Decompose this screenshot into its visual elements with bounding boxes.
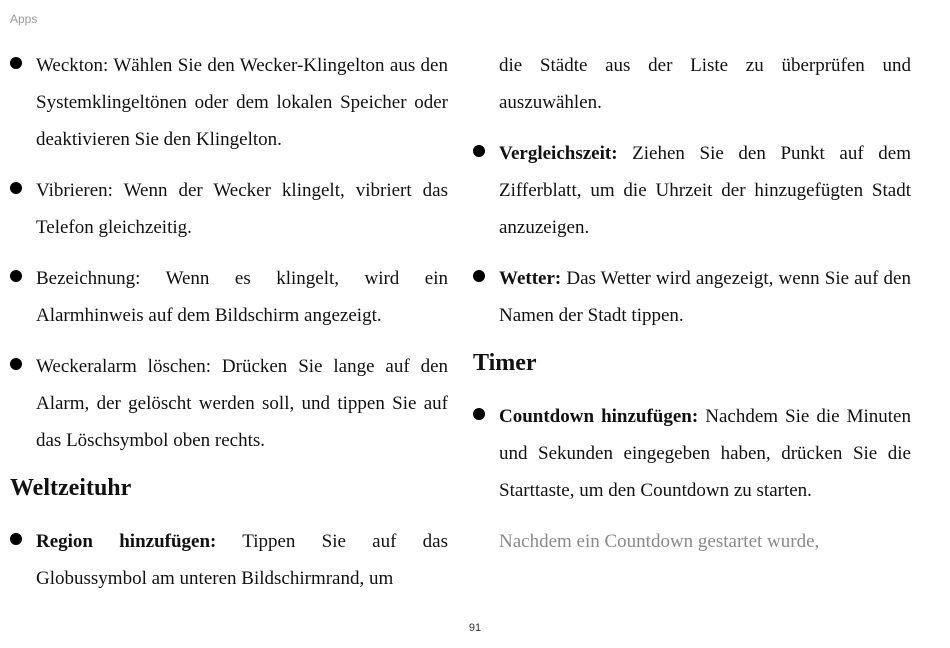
item-term: Countdown hinzufügen: bbox=[499, 406, 699, 427]
page-number: 91 bbox=[468, 622, 482, 634]
bullet-icon bbox=[10, 358, 22, 370]
item-text bbox=[36, 523, 448, 597]
bullet-icon bbox=[473, 270, 485, 282]
section-heading-timer: Timer bbox=[473, 350, 537, 376]
list-item bbox=[10, 47, 448, 158]
bullet-icon bbox=[10, 57, 22, 69]
item-term: Region hinzufügen: bbox=[36, 531, 217, 552]
left-column bbox=[10, 47, 448, 611]
item-description: Tippen Sie auf das Globussymbol am unteren Bildschirmrand, um bbox=[36, 531, 448, 589]
item-text bbox=[499, 135, 911, 246]
section-heading-weltzeituhr: Weltzeituhr bbox=[10, 475, 132, 501]
item-text: Vibrieren: Wenn der Wecker klingelt, vibriert das Telefon gleichzeitig. bbox=[36, 180, 448, 238]
list-item bbox=[10, 348, 448, 459]
bullet-icon bbox=[10, 182, 22, 194]
item-description: Das Wetter wird angezeigt, wenn Sie auf den Namen der Stadt tippen. bbox=[499, 268, 911, 326]
item-text: Weckeralarm löschen: Drücken Sie lange auf den Alarm, der gelöscht werden soll, und tippen Sie auf das Löschsymbol oben rechts. bbox=[36, 356, 448, 451]
list-item bbox=[10, 260, 448, 334]
item-term: Wetter: bbox=[499, 268, 562, 289]
bullet-icon bbox=[10, 270, 22, 282]
bullet-icon bbox=[473, 408, 485, 420]
item-text: Weckton: Wählen Sie den Wecker-Klingelton aus den Systemklingeltönen oder dem lokalen Speicher oder deaktivieren Sie den Klingelton. bbox=[36, 55, 448, 150]
faded-continuation-text: Nachdem ein Countdown gestartet wurde, bbox=[499, 531, 820, 552]
continued-text: die Städte aus der Liste zu überprüfen und auszuwählen. bbox=[499, 55, 911, 113]
list-item bbox=[473, 260, 911, 334]
list-item bbox=[473, 135, 911, 246]
list-item bbox=[10, 523, 448, 597]
item-text bbox=[499, 260, 911, 334]
item-text bbox=[499, 398, 911, 509]
list-item bbox=[473, 398, 911, 509]
right-column bbox=[473, 47, 911, 574]
section-header: Apps bbox=[10, 12, 38, 26]
item-text: Bezeichnung: Wenn es klingelt, wird ein Alarmhinweis auf dem Bildschirm angezeigt. bbox=[36, 268, 448, 326]
bullet-icon bbox=[473, 145, 485, 157]
item-description: Nachdem Sie die Minuten und Sekunden eingegeben haben, drücken Sie die Starttaste, um den Countdown zu starten. bbox=[499, 406, 911, 501]
item-description: Ziehen Sie den Punkt auf dem Zifferblatt, um die Uhrzeit der hinzugefügten Stadt anzuzeigen. bbox=[499, 143, 911, 238]
item-term: Vergleichszeit: bbox=[499, 143, 618, 164]
list-item bbox=[10, 172, 448, 246]
bullet-icon bbox=[10, 533, 22, 545]
